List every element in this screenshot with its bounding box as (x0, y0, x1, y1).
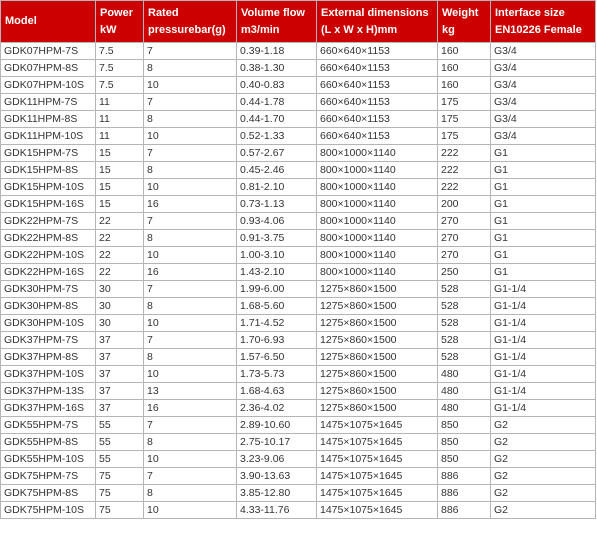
cell-volume-flow: 1.99-6.00 (237, 281, 317, 298)
cell-volume-flow: 0.93-4.06 (237, 213, 317, 230)
cell-power: 22 (96, 247, 144, 264)
cell-model: GDK11HPM-8S (1, 111, 96, 128)
cell-volume-flow: 4.33-11.76 (237, 502, 317, 519)
cell-interface-size: G1 (491, 145, 596, 162)
cell-interface-size: G2 (491, 485, 596, 502)
cell-weight: 528 (438, 315, 491, 332)
cell-interface-size: G3/4 (491, 43, 596, 60)
cell-rated-pressure: 10 (144, 247, 237, 264)
table-row (1, 281, 596, 298)
cell-interface-size: G3/4 (491, 128, 596, 145)
cell-interface-size: G1 (491, 179, 596, 196)
cell-external-dimensions: 660×640×1153 (317, 94, 438, 111)
cell-external-dimensions: 1475×1075×1645 (317, 468, 438, 485)
cell-weight: 886 (438, 485, 491, 502)
cell-interface-size: G1 (491, 247, 596, 264)
cell-rated-pressure: 16 (144, 400, 237, 417)
cell-model: GDK75HPM-10S (1, 502, 96, 519)
cell-external-dimensions: 1275×860×1500 (317, 349, 438, 366)
cell-volume-flow: 2.89-10.60 (237, 417, 317, 434)
cell-external-dimensions: 1275×860×1500 (317, 281, 438, 298)
cell-power: 37 (96, 349, 144, 366)
cell-model: GDK07HPM-10S (1, 77, 96, 94)
cell-interface-size: G2 (491, 502, 596, 519)
cell-interface-size: G3/4 (491, 60, 596, 77)
cell-weight: 160 (438, 43, 491, 60)
cell-interface-size: G3/4 (491, 111, 596, 128)
table-row (1, 145, 596, 162)
cell-rated-pressure: 16 (144, 196, 237, 213)
cell-rated-pressure: 8 (144, 298, 237, 315)
table-row (1, 77, 596, 94)
cell-volume-flow: 0.91-3.75 (237, 230, 317, 247)
cell-volume-flow: 0.81-2.10 (237, 179, 317, 196)
cell-volume-flow: 0.57-2.67 (237, 145, 317, 162)
cell-rated-pressure: 8 (144, 230, 237, 247)
cell-external-dimensions: 800×1000×1140 (317, 196, 438, 213)
cell-rated-pressure: 10 (144, 315, 237, 332)
cell-power: 37 (96, 366, 144, 383)
cell-rated-pressure: 8 (144, 111, 237, 128)
cell-rated-pressure: 8 (144, 434, 237, 451)
cell-weight: 160 (438, 60, 491, 77)
table-row (1, 196, 596, 213)
cell-volume-flow: 0.40-0.83 (237, 77, 317, 94)
cell-weight: 480 (438, 400, 491, 417)
cell-external-dimensions: 1475×1075×1645 (317, 417, 438, 434)
cell-power: 7.5 (96, 60, 144, 77)
cell-power: 15 (96, 145, 144, 162)
header-weight-line1: Weight (442, 6, 479, 19)
cell-weight: 480 (438, 366, 491, 383)
cell-power: 75 (96, 502, 144, 519)
cell-power: 15 (96, 179, 144, 196)
header-volume-flow-line2: m3/min (241, 23, 280, 36)
cell-interface-size: G2 (491, 434, 596, 451)
table-row (1, 400, 596, 417)
header-interface-size (491, 1, 596, 43)
cell-external-dimensions: 1475×1075×1645 (317, 434, 438, 451)
cell-interface-size: G1 (491, 230, 596, 247)
table-row (1, 383, 596, 400)
cell-rated-pressure: 10 (144, 451, 237, 468)
cell-power: 11 (96, 128, 144, 145)
cell-interface-size: G1-1/4 (491, 400, 596, 417)
cell-rated-pressure: 7 (144, 281, 237, 298)
cell-external-dimensions: 1275×860×1500 (317, 298, 438, 315)
cell-rated-pressure: 7 (144, 417, 237, 434)
header-model-line1: Model (5, 15, 37, 27)
table-row (1, 162, 596, 179)
cell-power: 37 (96, 332, 144, 349)
cell-model: GDK22HPM-10S (1, 247, 96, 264)
cell-volume-flow: 0.44-1.70 (237, 111, 317, 128)
cell-power: 30 (96, 281, 144, 298)
cell-model: GDK75HPM-7S (1, 468, 96, 485)
cell-volume-flow: 0.45-2.46 (237, 162, 317, 179)
table-row (1, 315, 596, 332)
cell-model: GDK30HPM-10S (1, 315, 96, 332)
cell-rated-pressure: 7 (144, 145, 237, 162)
cell-volume-flow: 2.36-4.02 (237, 400, 317, 417)
cell-power: 30 (96, 298, 144, 315)
cell-power: 22 (96, 213, 144, 230)
cell-volume-flow: 3.90-13.63 (237, 468, 317, 485)
cell-model: GDK30HPM-8S (1, 298, 96, 315)
cell-interface-size: G1 (491, 162, 596, 179)
cell-volume-flow: 0.38-1.30 (237, 60, 317, 77)
cell-external-dimensions: 800×1000×1140 (317, 247, 438, 264)
cell-weight: 222 (438, 162, 491, 179)
cell-weight: 175 (438, 128, 491, 145)
cell-interface-size: G1-1/4 (491, 332, 596, 349)
cell-rated-pressure: 8 (144, 162, 237, 179)
cell-weight: 270 (438, 213, 491, 230)
table-row (1, 502, 596, 519)
cell-external-dimensions: 660×640×1153 (317, 60, 438, 77)
header-power (96, 1, 144, 43)
cell-model: GDK22HPM-7S (1, 213, 96, 230)
cell-power: 75 (96, 468, 144, 485)
cell-external-dimensions: 1275×860×1500 (317, 400, 438, 417)
cell-volume-flow: 0.73-1.13 (237, 196, 317, 213)
cell-weight: 528 (438, 281, 491, 298)
cell-volume-flow: 1.43-2.10 (237, 264, 317, 281)
header-power-line1: Power (100, 6, 134, 19)
cell-weight: 528 (438, 298, 491, 315)
cell-interface-size: G1-1/4 (491, 298, 596, 315)
cell-model: GDK30HPM-7S (1, 281, 96, 298)
header-volume-flow (237, 1, 317, 43)
cell-model: GDK55HPM-10S (1, 451, 96, 468)
cell-interface-size: G1-1/4 (491, 366, 596, 383)
cell-rated-pressure: 8 (144, 485, 237, 502)
table-row (1, 468, 596, 485)
cell-external-dimensions: 800×1000×1140 (317, 213, 438, 230)
table-body (1, 43, 596, 519)
cell-weight: 886 (438, 502, 491, 519)
cell-interface-size: G3/4 (491, 77, 596, 94)
table-row (1, 264, 596, 281)
cell-rated-pressure: 7 (144, 94, 237, 111)
cell-volume-flow: 1.73-5.73 (237, 366, 317, 383)
cell-interface-size: G1 (491, 196, 596, 213)
cell-interface-size: G1 (491, 213, 596, 230)
cell-rated-pressure: 10 (144, 128, 237, 145)
cell-power: 22 (96, 230, 144, 247)
cell-external-dimensions: 1475×1075×1645 (317, 502, 438, 519)
cell-weight: 270 (438, 247, 491, 264)
cell-rated-pressure: 10 (144, 502, 237, 519)
cell-external-dimensions: 660×640×1153 (317, 77, 438, 94)
cell-power: 55 (96, 434, 144, 451)
header-volume-flow-line1: Volume flow (241, 6, 305, 19)
cell-rated-pressure: 16 (144, 264, 237, 281)
cell-rated-pressure: 13 (144, 383, 237, 400)
cell-external-dimensions: 1475×1075×1645 (317, 485, 438, 502)
cell-volume-flow: 0.44-1.78 (237, 94, 317, 111)
cell-model: GDK55HPM-7S (1, 417, 96, 434)
cell-model: GDK37HPM-7S (1, 332, 96, 349)
cell-power: 37 (96, 400, 144, 417)
cell-weight: 222 (438, 145, 491, 162)
cell-rated-pressure: 7 (144, 213, 237, 230)
cell-power: 11 (96, 111, 144, 128)
cell-volume-flow: 1.70-6.93 (237, 332, 317, 349)
table-row (1, 128, 596, 145)
header-rated-pressure-line2: pressurebar(g) (148, 23, 226, 36)
header-rated-pressure-line1: Rated (148, 6, 179, 19)
cell-power: 7.5 (96, 43, 144, 60)
header-interface-size-line1: Interface size (495, 6, 565, 19)
table-row (1, 230, 596, 247)
table-row (1, 213, 596, 230)
cell-weight: 270 (438, 230, 491, 247)
cell-external-dimensions: 660×640×1153 (317, 111, 438, 128)
table-row (1, 485, 596, 502)
cell-power: 55 (96, 417, 144, 434)
cell-model: GDK75HPM-8S (1, 485, 96, 502)
cell-model: GDK15HPM-16S (1, 196, 96, 213)
cell-model: GDK55HPM-8S (1, 434, 96, 451)
cell-weight: 200 (438, 196, 491, 213)
cell-interface-size: G2 (491, 451, 596, 468)
cell-model: GDK15HPM-8S (1, 162, 96, 179)
header-power-line2: kW (100, 23, 117, 36)
cell-rated-pressure: 10 (144, 366, 237, 383)
cell-model: GDK37HPM-16S (1, 400, 96, 417)
cell-interface-size: G2 (491, 468, 596, 485)
cell-weight: 528 (438, 332, 491, 349)
table-row (1, 451, 596, 468)
header-external-dimensions-line1: External dimensions (321, 6, 429, 19)
cell-rated-pressure: 7 (144, 43, 237, 60)
cell-model: GDK11HPM-7S (1, 94, 96, 111)
cell-power: 37 (96, 383, 144, 400)
cell-volume-flow: 3.85-12.80 (237, 485, 317, 502)
cell-volume-flow: 1.68-5.60 (237, 298, 317, 315)
cell-weight: 850 (438, 451, 491, 468)
cell-volume-flow: 3.23-9.06 (237, 451, 317, 468)
header-weight (438, 1, 491, 43)
cell-external-dimensions: 1475×1075×1645 (317, 451, 438, 468)
cell-external-dimensions: 1275×860×1500 (317, 383, 438, 400)
table-row (1, 366, 596, 383)
table-row (1, 179, 596, 196)
cell-external-dimensions: 660×640×1153 (317, 43, 438, 60)
cell-rated-pressure: 8 (144, 60, 237, 77)
cell-interface-size: G1 (491, 264, 596, 281)
cell-rated-pressure: 7 (144, 332, 237, 349)
cell-power: 15 (96, 162, 144, 179)
cell-rated-pressure: 7 (144, 468, 237, 485)
cell-external-dimensions: 1275×860×1500 (317, 366, 438, 383)
header-rated-pressure (144, 1, 237, 43)
cell-weight: 222 (438, 179, 491, 196)
cell-interface-size: G1-1/4 (491, 383, 596, 400)
cell-external-dimensions: 800×1000×1140 (317, 264, 438, 281)
cell-volume-flow: 0.52-1.33 (237, 128, 317, 145)
cell-model: GDK15HPM-10S (1, 179, 96, 196)
cell-model: GDK22HPM-16S (1, 264, 96, 281)
cell-power: 30 (96, 315, 144, 332)
cell-weight: 480 (438, 383, 491, 400)
cell-weight: 850 (438, 417, 491, 434)
cell-external-dimensions: 800×1000×1140 (317, 230, 438, 247)
cell-volume-flow: 1.57-6.50 (237, 349, 317, 366)
cell-external-dimensions: 1275×860×1500 (317, 315, 438, 332)
cell-external-dimensions: 1275×860×1500 (317, 332, 438, 349)
cell-volume-flow: 1.68-4.63 (237, 383, 317, 400)
table-header-row (1, 1, 596, 43)
cell-volume-flow: 1.71-4.52 (237, 315, 317, 332)
cell-weight: 250 (438, 264, 491, 281)
header-interface-size-line2: EN10226 Female (495, 23, 582, 36)
header-model (1, 1, 96, 43)
cell-model: GDK07HPM-7S (1, 43, 96, 60)
cell-model: GDK15HPM-7S (1, 145, 96, 162)
table-row (1, 94, 596, 111)
table-row (1, 349, 596, 366)
table-row (1, 247, 596, 264)
cell-interface-size: G3/4 (491, 94, 596, 111)
table-row (1, 434, 596, 451)
table-row (1, 417, 596, 434)
cell-interface-size: G1-1/4 (491, 281, 596, 298)
cell-power: 22 (96, 264, 144, 281)
cell-interface-size: G2 (491, 417, 596, 434)
cell-power: 11 (96, 94, 144, 111)
cell-model: GDK37HPM-8S (1, 349, 96, 366)
cell-model: GDK11HPM-10S (1, 128, 96, 145)
cell-model: GDK22HPM-8S (1, 230, 96, 247)
table-row (1, 60, 596, 77)
header-external-dimensions (317, 1, 438, 43)
cell-weight: 175 (438, 94, 491, 111)
table-row (1, 111, 596, 128)
cell-weight: 886 (438, 468, 491, 485)
cell-interface-size: G1-1/4 (491, 315, 596, 332)
cell-external-dimensions: 660×640×1153 (317, 128, 438, 145)
cell-power: 75 (96, 485, 144, 502)
cell-rated-pressure: 10 (144, 77, 237, 94)
cell-external-dimensions: 800×1000×1140 (317, 179, 438, 196)
cell-weight: 160 (438, 77, 491, 94)
header-weight-line2: kg (442, 23, 455, 36)
table-row (1, 298, 596, 315)
cell-power: 15 (96, 196, 144, 213)
cell-weight: 850 (438, 434, 491, 451)
cell-model: GDK07HPM-8S (1, 60, 96, 77)
cell-volume-flow: 2.75-10.17 (237, 434, 317, 451)
cell-model: GDK37HPM-13S (1, 383, 96, 400)
cell-power: 7.5 (96, 77, 144, 94)
table-row (1, 43, 596, 60)
cell-model: GDK37HPM-10S (1, 366, 96, 383)
cell-weight: 175 (438, 111, 491, 128)
cell-power: 55 (96, 451, 144, 468)
cell-external-dimensions: 800×1000×1140 (317, 145, 438, 162)
cell-volume-flow: 0.39-1.18 (237, 43, 317, 60)
table-row (1, 332, 596, 349)
cell-external-dimensions: 800×1000×1140 (317, 162, 438, 179)
cell-interface-size: G1-1/4 (491, 349, 596, 366)
header-external-dimensions-line2: (L x W x H)mm (321, 23, 398, 36)
cell-volume-flow: 1.00-3.10 (237, 247, 317, 264)
cell-weight: 528 (438, 349, 491, 366)
cell-rated-pressure: 8 (144, 349, 237, 366)
cell-rated-pressure: 10 (144, 179, 237, 196)
